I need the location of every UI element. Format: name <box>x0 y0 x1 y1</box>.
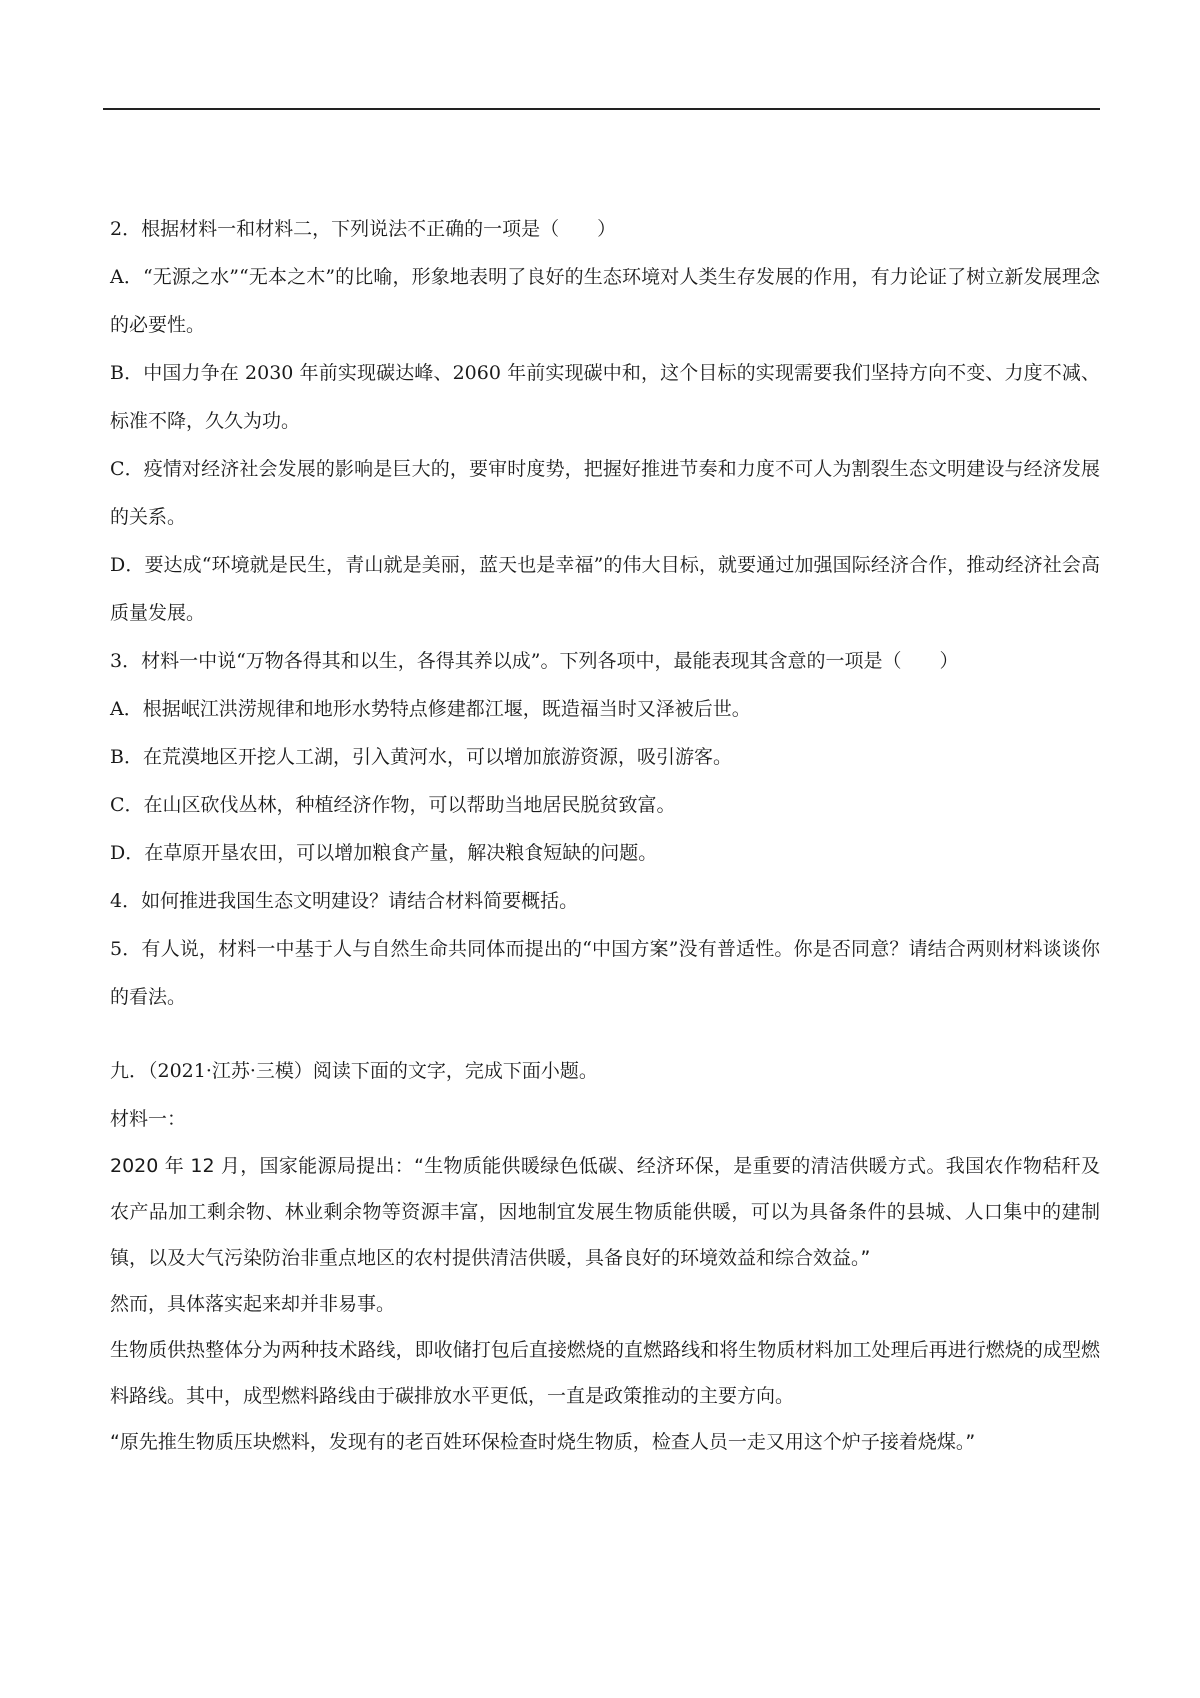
question-3-stem: 3．材料一中说“万物各得其和以生，各得其养以成”。下列各项中，最能表现其含意的一项是（ ） <box>110 650 959 672</box>
material-1-title: 材料一： <box>110 1108 187 1130</box>
section-9-heading: 九．（2021·江苏·三模）阅读下面的文字，完成下面小题。 <box>110 1060 598 1082</box>
question-3-option-b: B．在荒漠地区开挖人工湖，引入黄河水，可以增加旅游资源，吸引游客。 <box>110 746 732 768</box>
material-1-paragraph: “原先推生物质压块燃料，发现有的老百姓环保检查时烧生物质，检查人员一走又用这个炉子接着烧煤。” <box>110 1431 976 1453</box>
material-1-paragraph: 2020 年 12 月，国家能源局提出：“生物质能供暖绿色低碳、经济环保，是重要的清洁供暖方式。我国农作物秸秆及农产品加工剩余物、林业剩余物等资源丰富，因地制宜发展生物质能供暖，可以为具备条件的县城、人口集中的建制镇，以及大气污染防治非重点地区的农村提供清洁供暖，具备良好的环境效益和综合效益。” <box>110 1155 1100 1269</box>
section-gap <box>110 1021 1100 1047</box>
question-2-stem: 2．根据材料一和材料二，下列说法不正确的一项是（ ） <box>110 218 617 240</box>
question-3-option-d: D．在草原开垦农田，可以增加粮食产量，解决粮食短缺的问题。 <box>110 842 658 864</box>
header-rule <box>103 108 1100 110</box>
question-2-option-c: C．疫情对经济社会发展的影响是巨大的，要审时度势，把握好推进节奏和力度不可人为割裂生态文明建设与经济发展的关系。 <box>110 458 1100 528</box>
question-4: 4．如何推进我国生态文明建设？请结合材料简要概括。 <box>110 890 579 912</box>
question-2-option-a: A．“无源之水”“无本之木”的比喻，形象地表明了良好的生态环境对人类生存发展的作用，有力论证了树立新发展理念的必要性。 <box>110 266 1100 336</box>
section-9 <box>110 1047 1100 1465</box>
question-3-option-a: A．根据岷江洪涝规律和地形水势特点修建都江堰，既造福当时又泽被后世。 <box>110 698 751 720</box>
material-1-paragraph: 生物质供热整体分为两种技术路线，即收储打包后直接燃烧的直燃路线和将生物质材料加工处理后再进行燃烧的成型燃料路线。其中，成型燃料路线由于碳排放水平更低，一直是政策推动的主要方向。 <box>110 1339 1100 1407</box>
question-2-option-d: D．要达成“环境就是民生，青山就是美丽，蓝天也是幸福”的伟大目标，就要通过加强国际经济合作，推动经济社会高质量发展。 <box>110 554 1100 624</box>
document-body <box>110 205 1100 1465</box>
question-2-option-b: B．中国力争在 2030 年前实现碳达峰、2060 年前实现碳中和，这个目标的实现需要我们坚持方向不变、力度不减、标准不降，久久为功。 <box>110 362 1100 432</box>
question-3-option-c: C．在山区砍伐丛林，种植经济作物，可以帮助当地居民脱贫致富。 <box>110 794 676 816</box>
question-5: 5．有人说，材料一中基于人与自然生命共同体而提出的“中国方案”没有普适性。你是否同意？请结合两则材料谈谈你的看法。 <box>110 938 1100 1008</box>
question-3 <box>110 637 1100 877</box>
material-1-paragraph: 然而，具体落实起来却并非易事。 <box>110 1293 396 1315</box>
question-2 <box>110 205 1100 637</box>
